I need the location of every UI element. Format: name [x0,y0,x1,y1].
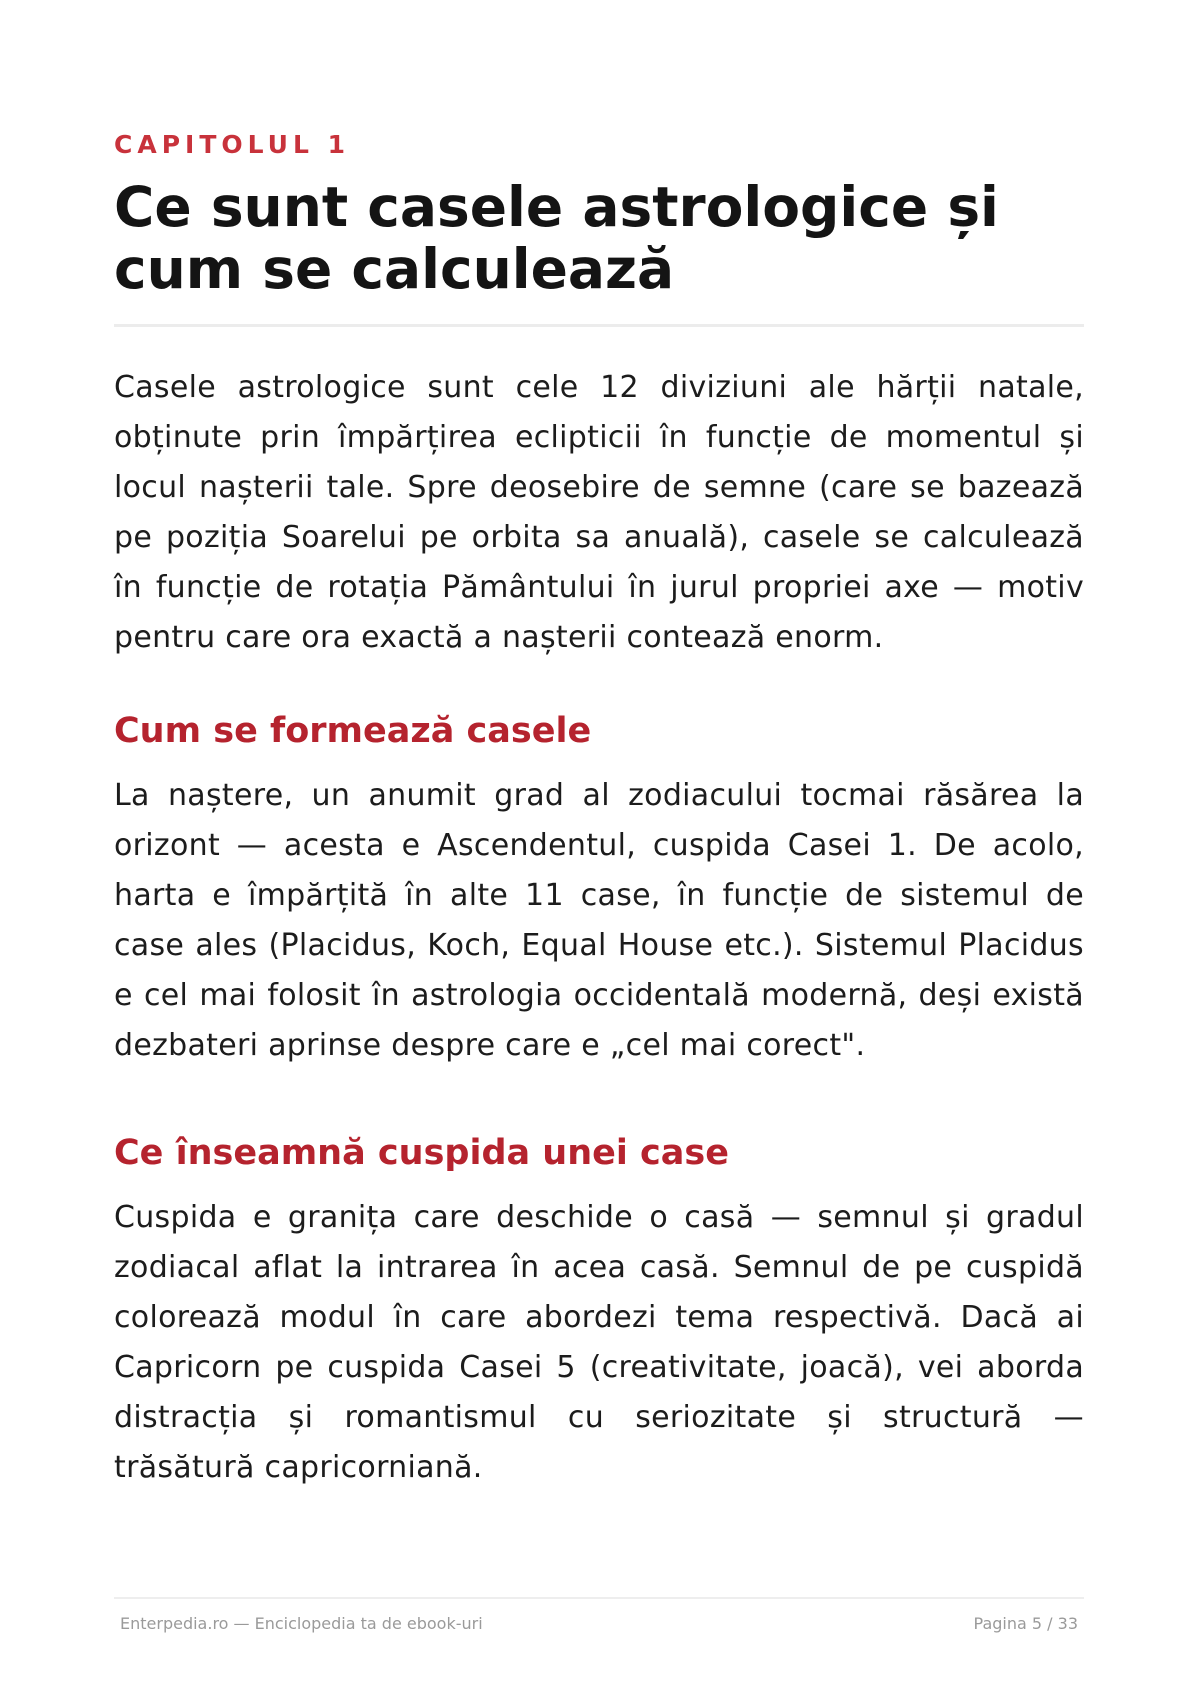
section-paragraph-cusp: Cuspida e granița care deschide o casă — semnul și gradul zodiacal aflat la intrarea în acea casă. Semnul de pe cuspidă colorează modul în care abordezi tema respectivă. Dacă ai Capricorn pe cuspida Casei 5 (creativitate, joacă), vei aborda distracția și romantismul cu seriozitate și structură — trăsătură capricorniană. [114,1200,1084,1485]
chapter-title: Ce sunt casele astrologice și cum se calculează [114,175,999,301]
section-paragraph-formation: La naștere, un anumit grad al zodiacului tocmai răsărea la orizont — acesta e Ascendentul, cuspida Casei 1. De acolo, harta e împărțită în alte 11 case, în funcție de sistemul de case ales (Placidus, Koch, Equal House etc.). Sistemul Placidus e cel mai folosit în astrologia occidentală modernă, deși există dezbateri aprinse despre care e „cel mai corect". [114,778,1084,1063]
document-page [114,0,1084,1683]
chapter-label: CAPITOLUL 1 [114,130,350,159]
footer-divider [114,1597,1084,1599]
chapter-content [114,363,1084,1493]
footer-site-text: Enterpedia.ro — Enciclopedia ta de ebook-uri [120,1614,483,1633]
footer-page-number: Pagina 5 / 33 [973,1614,1078,1633]
intro-paragraph: Casele astrologice sunt cele 12 diviziuni ale hărții natale, obținute prin împărțirea eclipticii în funcție de momentul și locul nașterii tale. Spre deosebire de semne (care se bazează pe poziția Soarelui pe orbita sa anuală), casele se calculează în funcție de rotația Pământului în jurul propriei axe — motiv pentru care ora exactă a nașterii contează enorm. [114,370,1084,655]
title-divider [114,324,1084,327]
section-heading-cusp: Ce înseamnă cuspida unei case [114,1133,729,1173]
section-heading-formation: Cum se formează casele [114,711,592,751]
